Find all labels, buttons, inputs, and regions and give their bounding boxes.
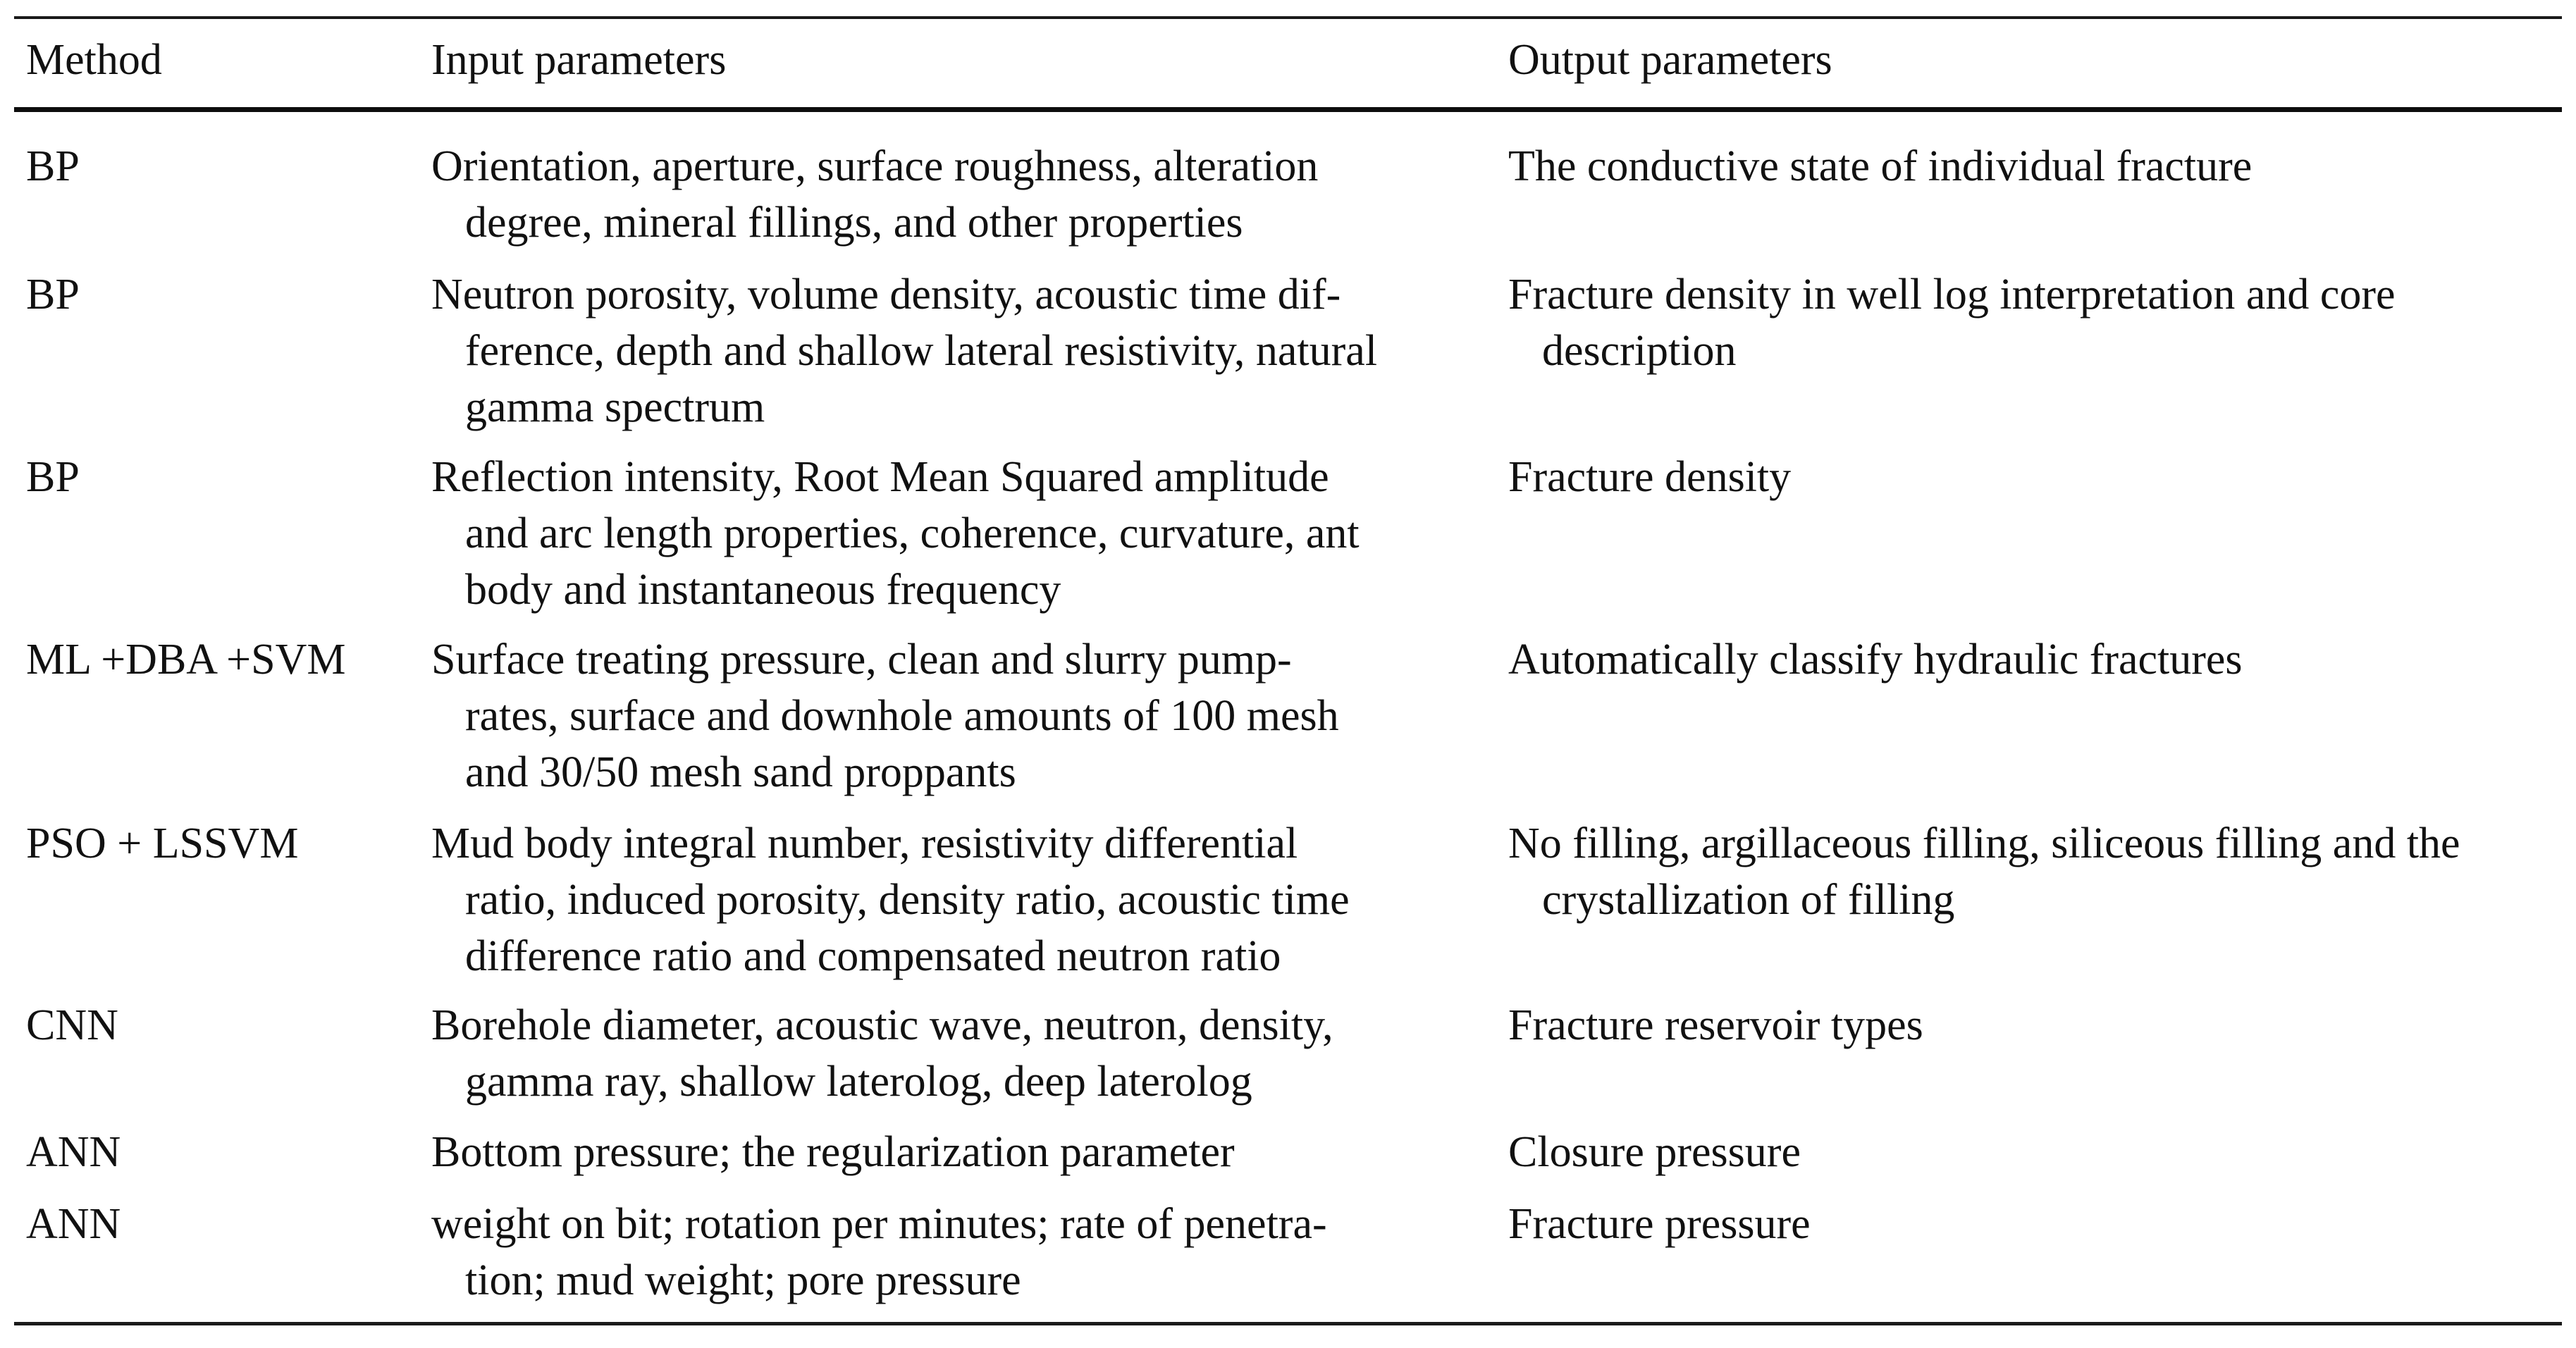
input-parameters-cell: Bottom pressure; the regularization parameter (431, 1128, 1235, 1176)
output-parameters-cell: The conductive state of individual fracture (1508, 142, 2253, 190)
output-parameters-cell: Fracture pressure (1508, 1200, 1811, 1248)
header-input-parameters: Input parameters (431, 36, 727, 84)
output-parameters-cell: Automatically classify hydraulic fractures (1508, 636, 2243, 684)
input-parameters-cell: Mud body integral number, resistivity differential ratio, induced porosity, density ratio, acoustic time difference ratio and compensated neutron ratio (431, 820, 1350, 980)
output-parameters-cell: Fracture density (1508, 453, 1792, 501)
output-parameters-cell: Fracture density in well log interpretation and core description (1508, 271, 2396, 375)
method-cell: BP (26, 271, 80, 319)
header-method: Method (26, 36, 162, 84)
output-parameters-cell: No filling, argillaceous filling, siliceous filling and the crystallization of filling (1508, 820, 2460, 924)
method-cell: BP (26, 142, 80, 190)
method-cell: ML +DBA +SVM (26, 636, 346, 684)
method-cell: BP (26, 453, 80, 501)
table-header-rule (14, 107, 2562, 112)
method-cell: PSO + LSSVM (26, 820, 299, 867)
output-parameters-cell: Closure pressure (1508, 1128, 1801, 1176)
output-parameters-cell: Fracture reservoir types (1508, 1001, 1923, 1049)
input-parameters-cell: Surface treating pressure, clean and slurry pump- rates, surface and downhole amounts of 100 mesh and 30/50 mesh sand proppants (431, 636, 1339, 796)
input-parameters-cell: Borehole diameter, acoustic wave, neutron, density, gamma ray, shallow laterolog, deep laterolog (431, 1001, 1333, 1106)
method-cell: CNN (26, 1001, 118, 1049)
table-bottom-rule (14, 1322, 2562, 1325)
header-output-parameters: Output parameters (1508, 36, 1832, 84)
method-cell: ANN (26, 1200, 121, 1248)
input-parameters-cell: Reflection intensity, Root Mean Squared amplitude and arc length properties, coherence, curvature, ant body and instantaneous frequency (431, 453, 1360, 614)
input-parameters-cell: Neutron porosity, volume density, acoustic time dif- ference, depth and shallow lateral resistivity, natural gamma spectrum (431, 271, 1378, 431)
method-cell: ANN (26, 1128, 121, 1176)
table-top-rule (14, 16, 2562, 19)
input-parameters-cell: weight on bit; rotation per minutes; rate of penetra- tion; mud weight; pore pressure (431, 1200, 1327, 1304)
input-parameters-cell: Orientation, aperture, surface roughness, alteration degree, mineral fillings, and other properties (431, 142, 1319, 247)
